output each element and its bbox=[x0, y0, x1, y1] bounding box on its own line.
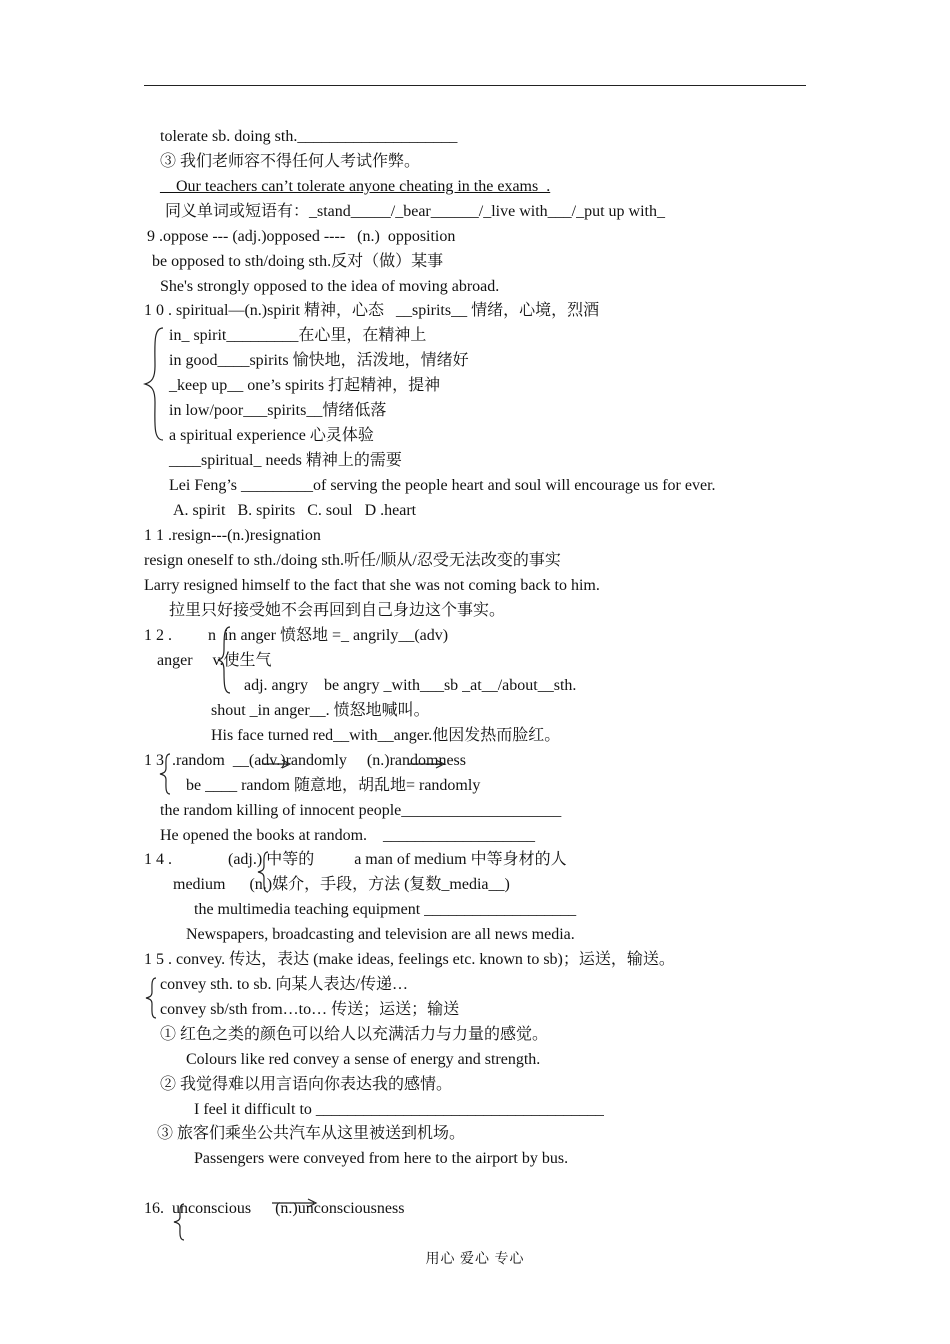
text-line: be opposed to sth/doing sth.反对（做）某事 bbox=[152, 253, 444, 270]
arrow-icon bbox=[262, 758, 292, 770]
text-line: His face turned red__with__anger.他因发热而脸红。 bbox=[211, 727, 561, 744]
text-line: 拉里只好接受她不会再回到自己身边这个事实。 bbox=[169, 602, 506, 619]
text-line: convey sb/sth from…to… 传送；运送；输送 bbox=[160, 1001, 460, 1018]
text-line: I feel it difficult to ____________________________________ bbox=[194, 1101, 604, 1118]
text-line: 1 5 . convey. 传达，表达 (make ideas, feelings etc. known to sb)；运送，输送。 bbox=[144, 951, 675, 968]
text-line: 1 1 .resign---(n.)resignation bbox=[144, 527, 321, 544]
text-line: medium (n.)媒介，手段，方法 (复数_media__) bbox=[173, 876, 510, 893]
text-line: in good____spirits 愉快地，活泼地，情绪好 bbox=[169, 352, 469, 369]
brace-icon bbox=[143, 326, 167, 442]
text-line: in low/poor___spirits__情绪低落 bbox=[169, 402, 387, 419]
arrow-icon bbox=[272, 1197, 318, 1209]
text-line: _keep up__ one’s spirits 打起精神，提神 bbox=[169, 377, 441, 394]
arrow-icon bbox=[408, 758, 446, 770]
page-footer: 用心 爱心 专心 bbox=[425, 1252, 525, 1267]
text-line: She's strongly opposed to the idea of moving abroad. bbox=[160, 278, 500, 295]
text-line: 1 0 . spiritual—(n.)spirit 精神，心态 __spirits__ 情绪，心境，烈酒 bbox=[144, 302, 600, 319]
text-line: 同义单词或短语有：_stand_____/_bear______/_live with___/_put up with_ bbox=[165, 203, 665, 220]
text-line: a spiritual experience 心灵体验 bbox=[169, 427, 374, 444]
text-line: A. spirit B. spirits C. soul D .heart bbox=[173, 502, 417, 519]
text-line: 1 3 .random __(adv.)randomly (n.)randomness bbox=[144, 752, 466, 769]
text-line: He opened the books at random. ___________________ bbox=[160, 827, 536, 844]
text-line: the random killing of innocent people____________________ bbox=[160, 802, 562, 819]
text-line: __Our teachers can’t tolerate anyone cheating in the exams_. bbox=[160, 178, 551, 195]
text-line: the multimedia teaching equipment ___________________ bbox=[194, 901, 577, 918]
text-line: 1 2 . n in anger 愤怒地 =_ angrily__(adv) bbox=[144, 627, 449, 644]
text-line: Colours like red convey a sense of energy and strength. bbox=[186, 1051, 541, 1068]
brace-icon bbox=[144, 976, 160, 1020]
text-line: ① 红色之类的颜色可以给人以充满活力与力量的感觉。 bbox=[160, 1026, 549, 1043]
text-line: 16. unconscious (n.)unconsciousness bbox=[144, 1200, 405, 1217]
text-line: Passengers were conveyed from here to the airport by bus. bbox=[194, 1150, 569, 1167]
text-line: Lei Feng’s _________of serving the people heart and soul will encourage us for ever. bbox=[169, 477, 716, 494]
text-line: ② 我觉得难以用言语向你表达我的感情。 bbox=[160, 1076, 453, 1093]
text-line: convey sth. to sb. 向某人表达/传递… bbox=[160, 976, 408, 993]
text-line: Larry resigned himself to the fact that she was not coming back to him. bbox=[144, 577, 600, 594]
text-line: 9 .oppose --- (adj.)opposed ---- (n.) opposition bbox=[147, 228, 456, 245]
text-line: ③ 旅客们乘坐公共汽车从这里被送到机场。 bbox=[157, 1125, 466, 1142]
text-line: ____spiritual_ needs 精神上的需要 bbox=[169, 452, 402, 469]
text-line: Newspapers, broadcasting and television are all news media. bbox=[186, 926, 575, 943]
text-line: tolerate sb. doing sth.____________________ bbox=[160, 128, 458, 145]
text-line: adj. angry be angry _with___sb _at__/about__sth. bbox=[244, 677, 577, 694]
text-line: in_ spirit_________在心里，在精神上 bbox=[169, 327, 427, 344]
text-line: be ____ random 随意地，胡乱地= randomly bbox=[186, 777, 481, 794]
header-rule bbox=[144, 85, 806, 86]
text-line: ③ 我们老师容不得任何人考试作弊。 bbox=[160, 153, 421, 170]
text-line: anger v.使生气 bbox=[157, 652, 272, 669]
text-line: 1 4 . (adj.) 中等的 a man of medium 中等身材的人 bbox=[144, 851, 567, 868]
text-line: shout _in anger__. 愤怒地喊叫。 bbox=[211, 702, 430, 719]
text-line: resign oneself to sth./doing sth.听任/顺从/忍受无法改变的事实 bbox=[144, 552, 561, 569]
brace-icon bbox=[172, 1202, 188, 1242]
